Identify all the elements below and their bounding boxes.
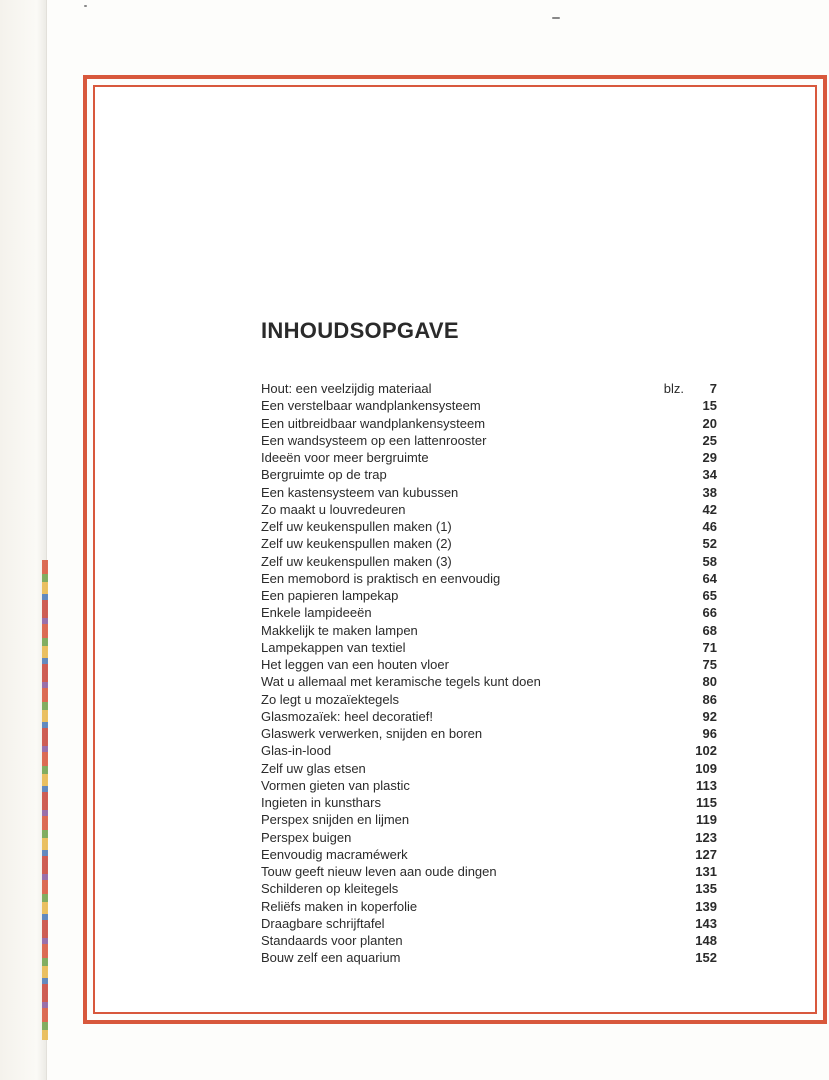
toc-entry <box>261 535 717 552</box>
toc-entry-title: Het leggen van een houten vloer <box>261 657 449 672</box>
toc-entry-title: Enkele lampideeën <box>261 605 372 621</box>
toc-entry-title: Een wandsysteem op een lattenrooster <box>261 432 487 448</box>
toc-entry <box>261 415 717 432</box>
toc-entry-page-number: 115 <box>696 795 717 810</box>
toc-entry-title: Draagbare schrijftafel <box>261 915 385 931</box>
toc-entry-title: Glasmozaïek: heel decoratief! <box>261 708 433 724</box>
toc-entry-page-number: 65 <box>702 588 717 603</box>
toc-entry <box>261 725 717 742</box>
toc-entry-page-number: 38 <box>702 484 717 500</box>
toc-entry-page-number: 143 <box>695 915 717 931</box>
toc-entry-page-number: 80 <box>702 674 717 690</box>
toc-entry-title: Perspex snijden en lijmen <box>261 812 410 828</box>
toc-entry-title: Vormen gieten van plastic <box>261 777 410 793</box>
toc-entry-title: Standaards voor planten <box>261 933 403 948</box>
toc-entry <box>261 380 717 397</box>
toc-entry-page-number: 139 <box>695 898 717 914</box>
toc-entry <box>261 932 717 949</box>
toc-entry-page-number: 52 <box>702 536 717 552</box>
toc-entry <box>261 846 717 863</box>
toc-entry <box>261 553 717 570</box>
toc-entry-page-number: 29 <box>702 450 717 465</box>
toc-entry <box>261 518 717 535</box>
toc-entry <box>261 570 717 587</box>
book-spine <box>0 0 47 1080</box>
toc-entry <box>261 432 717 449</box>
toc-entry-title: Ingieten in kunsthars <box>261 795 381 810</box>
toc-entry <box>261 622 717 639</box>
toc-entry <box>261 604 717 621</box>
toc-entry-page-number: 15 <box>702 398 717 414</box>
toc-entry <box>261 915 717 932</box>
toc-entry-page-number: 113 <box>696 777 717 793</box>
toc-entry <box>261 880 717 897</box>
toc-entry <box>261 742 717 759</box>
page-title: INHOUDSOPGAVE <box>261 318 459 343</box>
toc-entry-page-number: 75 <box>702 657 717 672</box>
toc-entry <box>261 708 717 725</box>
toc-entry-title: Zo legt u mozaïektegels <box>261 691 400 707</box>
toc-entry-page-number: 34 <box>702 467 717 483</box>
toc-entry-title: Zelf uw glas etsen <box>261 760 366 776</box>
toc-entry-page-number: 7 <box>709 381 717 396</box>
toc-entry-title: Glaswerk verwerken, snijden en boren <box>261 726 483 741</box>
toc-entry-title: Een uitbreidbaar wandplankensysteem <box>261 415 486 431</box>
toc-entry-page-number: 131 <box>695 864 717 879</box>
toc-entry-page-number: 127 <box>695 846 717 862</box>
toc-entry-page-number: 92 <box>702 708 717 724</box>
toc-entry <box>261 691 717 708</box>
toc-entry <box>261 587 717 604</box>
toc-entry-title: Perspex buigen <box>261 829 352 845</box>
toc-entry-page-number: 58 <box>702 553 717 569</box>
toc-entry-page-number: 64 <box>702 570 717 586</box>
toc-entry <box>261 760 717 777</box>
spine-color-strip <box>42 560 48 1040</box>
toc-entry <box>261 794 717 811</box>
toc-entry <box>261 811 717 828</box>
toc-entry-page-number: 42 <box>702 501 717 517</box>
toc-entry-title: Eenvoudig macraméwerk <box>261 846 408 862</box>
toc-entry-title: Wat u allemaal met keramische tegels kunt doen <box>261 674 541 690</box>
toc-entry-page-number: 25 <box>702 432 717 448</box>
toc-entry-title: Bergruimte op de trap <box>261 467 387 483</box>
toc-entry-page-number: 109 <box>695 760 717 776</box>
toc-entry <box>261 466 717 483</box>
toc-entry-page-number: 135 <box>695 881 717 897</box>
toc-entry <box>261 777 717 794</box>
toc-entry-title: Een papieren lampekap <box>261 588 399 603</box>
toc-entry <box>261 484 717 501</box>
page-prefix-label: blz. <box>663 381 684 396</box>
toc-entry-page-number: 123 <box>695 829 717 845</box>
toc-entry-page-number: 86 <box>702 691 717 707</box>
toc-entry-title: Ideeën voor meer bergruimte <box>261 450 429 465</box>
toc-entry-page-number: 119 <box>696 812 717 828</box>
toc-entry-title: Een kastensysteem van kubussen <box>261 484 459 500</box>
toc-entry-page-number: 68 <box>702 622 717 638</box>
toc-entry-title: Een verstelbaar wandplankensysteem <box>261 398 481 414</box>
toc-entry <box>261 898 717 915</box>
paper-speck <box>552 17 560 19</box>
toc-entry <box>261 501 717 518</box>
toc-entry-title: Zelf uw keukenspullen maken (1) <box>261 519 452 534</box>
toc-entry-title: Zelf uw keukenspullen maken (2) <box>261 536 452 552</box>
paper-speck <box>84 5 87 7</box>
toc-entry-page-number: 46 <box>702 519 717 534</box>
toc-entry-title: Reliëfs maken in koperfolie <box>261 898 418 914</box>
toc-entry-title: Touw geeft nieuw leven aan oude dingen <box>261 864 497 879</box>
toc-entry-title: Lampekappen van textiel <box>261 639 406 655</box>
toc-entry <box>261 949 717 966</box>
toc-entry <box>261 829 717 846</box>
toc-entry <box>261 863 717 880</box>
toc-entry <box>261 656 717 673</box>
toc-entry-title: Makkelijk te maken lampen <box>261 622 418 638</box>
toc-entry-page-number: 66 <box>702 605 717 621</box>
toc-entry-title: Schilderen op kleitegels <box>261 881 399 897</box>
toc-entry-page-number: 102 <box>695 743 717 759</box>
toc-entry-title: Glas-in-lood <box>261 743 332 759</box>
toc-entry-page-number: 71 <box>702 639 717 655</box>
toc-entry-title: Zo maakt u louvredeuren <box>261 501 406 517</box>
toc-entry-title: Hout: een veelzijdig materiaal <box>261 381 432 396</box>
toc-entry <box>261 673 717 690</box>
toc-entry-title: Bouw zelf een aquarium <box>261 950 401 966</box>
toc-entry <box>261 639 717 656</box>
table-of-contents <box>261 380 717 967</box>
toc-entry <box>261 449 717 466</box>
toc-entry-page-number: 20 <box>702 415 717 431</box>
toc-entry-page-number: 148 <box>695 933 717 948</box>
toc-entry <box>261 397 717 414</box>
toc-entry-page-number: 96 <box>702 726 717 741</box>
toc-entry-title: Een memobord is praktisch en eenvoudig <box>261 570 501 586</box>
toc-entry-title: Zelf uw keukenspullen maken (3) <box>261 553 452 569</box>
toc-entry-page-number: 152 <box>695 950 717 966</box>
